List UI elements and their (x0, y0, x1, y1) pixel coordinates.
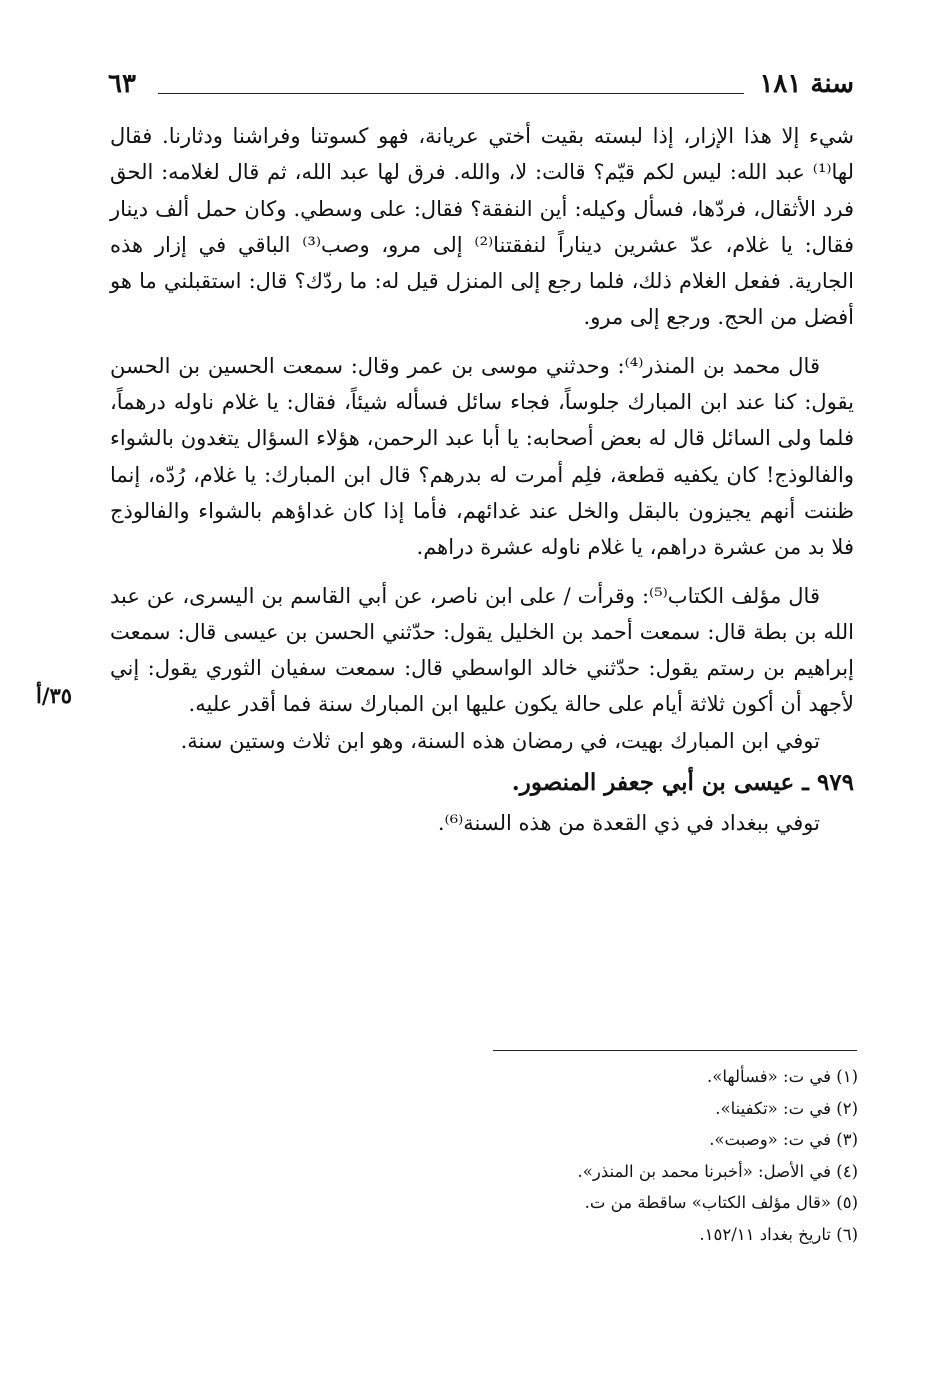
page-number: ٦٣ (108, 69, 136, 99)
footnote-5: (٥) «قال مؤلف الكتاب» ساقطة من ت. (584, 1193, 858, 1213)
footnote-1: (١) في ت: «فسألها». (707, 1067, 858, 1086)
footnote-3: (٣) في ت: «وصبت». (709, 1130, 858, 1150)
main-text (110, 118, 854, 842)
footnote-6: (٦) تاريخ بغداد ١٥٢/١١. (699, 1224, 858, 1244)
paragraph-1: شيء إلا هذا الإزار، إذا لبسته بقيت أختي عريانة، فهو كسوتنا وفراشنا ودثارنا. فقال لها⁽¹⁾ عبد الله: ليس لكم قيّم؟ قالت: لا، والله. فرق لها عبد الله، ثم قال لغلامه: الحق فرد الأثقال، فردّها، فسأل وكيله: أين النفقة؟ فقال: على وسطي. وكان حمل ألف دينار فقال: يا غلام، عدّ عشرين ديناراً لنفقتنا⁽²⁾ إلى مرو، وصب⁽³⁾ الباقي في إزار هذه الجارية. ففعل الغلام ذلك، فلما رجع إلى المنزل قيل له: ما ردّك؟ قال: استقبلني ما هو أفضل من الحج. ورجع إلى مرو. (110, 124, 854, 330)
running-head-title: سنة ١٨١ (759, 69, 854, 99)
running-head (108, 66, 854, 102)
entry-text: توفي ببغداد في ذي القعدة من هذه السنة⁽⁶⁾. (437, 811, 820, 836)
paragraph-4: توفي ابن المبارك بهيت، في رمضان هذه السنة، وهو ابن ثلاث وستين سنة. (180, 728, 820, 753)
footnotes (478, 1061, 858, 1251)
manuscript-folio-marker: ٣٥/أ (36, 683, 73, 708)
paragraph-2: قال محمد بن المنذر⁽⁴⁾: وحدثني موسى بن عمر وقال: سمعت الحسين بن الحسن يقول: كنا عند ابن المبارك جلوساً، فجاء سائل فسأله شيئاً، فقال: يا غلام ناوله درهماً، فلما ولى السائل قال له بعض أصحابه: يا أبا عبد الرحمن، هؤلاء السؤال يتغدون بالشواء والفالوذج! كان يكفيه قطعة، فلِم أمرت له بدرهم؟ قال ابن المبارك: يا غلام، رُدّه، إنما ظننت أنهم يجيزون بالبقل والخل عند غدائهم، فأما إذا كان غداؤهم بالشواء والفالوذج فلا بد من عشرة دراهم، يا غلام ناوله عشرة دراهم. (110, 353, 854, 560)
paragraph-3: قال مؤلف الكتاب⁽⁵⁾: وقرأت / على ابن ناصر، عن أبي القاسم بن اليسرى، عن عبد الله بن بطة قال: سمعت أحمد بن الخليل يقول: حدّثني الحسن بن عيسى قال: سمعت إبراهيم بن رستم يقول: حدّثني خالد الواسطي قال: سمعت سفيان الثوري يقول: إني لأجهد أن أكون ثلاثة أيام على حالة يكون عليها ابن المبارك سنة فما أقدر عليه. (110, 583, 854, 717)
footnote-2: (٢) في ت: «تكفينا». (715, 1098, 858, 1118)
footnote-separator (493, 1050, 857, 1051)
footnote-4: (٤) في الأصل: «أخبرنا محمد بن المنذر». (577, 1161, 858, 1181)
running-head-rule (158, 93, 744, 94)
entry-heading: ٩٧٩ ـ عيسى بن أبي جعفر المنصور. (511, 769, 854, 797)
